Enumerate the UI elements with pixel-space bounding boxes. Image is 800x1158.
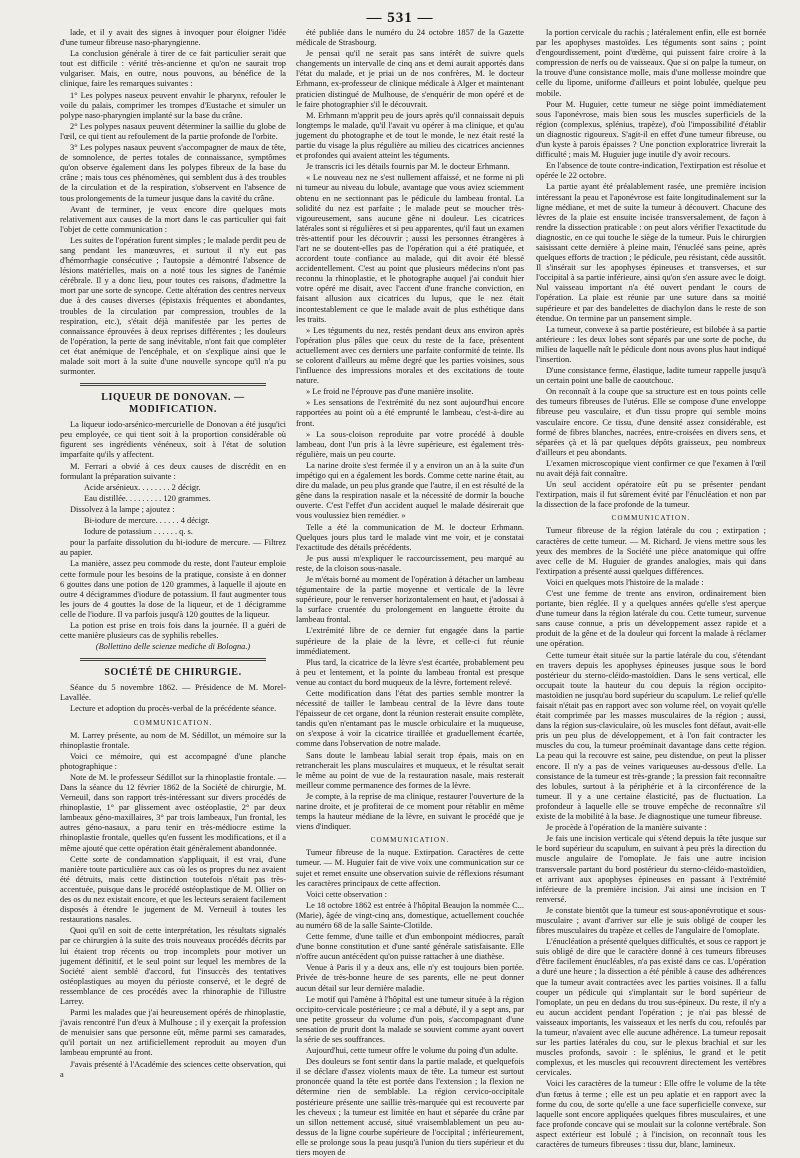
paragraph: Lecture et adoption du procès-verbal de la précédente séance. [70,704,277,714]
paragraph: La potion est prise en trois fois dans la journée. Il a guéri de cette manière plusieurs cas de syphilis rebelles. [60,620,286,641]
page-number: — 531 — [366,10,434,26]
paragraph: C'est une femme de trente ans environ, ordinairement bien portante, bien réglée. Il y a quelques années qu'elle s'est aperçue d'une tumeur dans la région latérale du cou. Cette tumeur, survenue sans cause connue, a pris un développement assez rapide et a produit de la gêne et de la douleur qui forcent la malade à réclamer une opération. [536,588,766,649]
paragraph: Cette tumeur était située sur la partie latérale du cou, s'étendant en travers depuis les apophyses épineuses jusque sous le bord postérieur du sterno-cléido-mastoïdien. Dans le sens vertical, elle occupait toute la hauteur du cou depuis la région occipito-mastoïdien ne jusqu'au bord supérieur du scapulum. Le relief qu'elle faisait n'était pas en rapport avec son volume réel, on voyait qu'elle était comprimée par les masses musculaires de la région ; aussi, dans la région sus-claviculaire, où les muscles font défaut, avait-elle pris un peu plus de développement, et à l'on fait contracter les muscles du cou, la tumeur proéminait davantage dans cette région. La peau qui la recouvre est saine, peu distendue, on peut la plisser encore. Il n'y a pas de veines variqueuses au-dessous d'elle. La consistance de la tumeur est très-grande ; la pression fait reconnaître des lobules, surtout à la périphérie et à la circonférence de la tumeur. Il y a une certaine élasticité, pas de fluctuation. La profondeur à laquelle elle se trouve empêche de reconnaître s'il existe de la mobilité à la base. Je diagnostique une tumeur fibreuse. [536,650,766,822]
column-left [60,28,286,1152]
paragraph: la portion cervicale du rachis ; latéralement enfin, elle est bornée par les apophyses mastoïdes. Les téguments sont sains ; point d'engourdissement, point d'œdème, qui puissent faire croire à la compression de nerfs ou de vaisseaux. Que si on palpe la tumeur, on la trouve d'une consistance molle, mais d'une mollesse moindre que celle du lipome, uniforme d'ailleurs et point lobulée, quelque peu mobile. [536,28,766,98]
paragraph: » Le froid ne l'éprouve pas d'une manière insolite. [306,387,474,397]
paragraph: La tumeur, convexe à sa partie postérieure, est bilobée à sa partie antérieure : les deux lobes sont séparés par une sorte de poche, du milieu de laquelle naît le pédicule dont nous avons plus haut indiqué l'insertion. [536,324,766,364]
paragraph: Voici cette observation : [306,889,388,899]
paragraph: été publiée dans le numéro du 24 octobre 1857 de la Gazette médicale de Strasbourg. [296,28,524,48]
source-citation: (Bollettino delle scienze mediche di Bologna.) [95,642,251,652]
subheading-communication: COMMUNICATION. [133,718,213,727]
formula-line: Bi-iodure de mercure. . . . . . 4 décigr. [84,516,210,526]
section-heading-liqueur: LIQUEUR DE DONOVAN. — MODIFICATION. [101,392,245,416]
paragraph: Les suites de l'opération furent simples ; le malade perdit peu de sang pendant les manœuvres, et surtout il n'y eut pas d'hémorrhagie consécutive ; l'autopsie a démontré l'absence de lésions matérielles, mais on a noté tous les signes de l'anémie cérébrale. Il y a donc lieu, pour toutes ces raisons, d'admettre la mort par une sorte de syncope. Cette altération des centres nerveux due à des causes diverses (épistaxis fréquentes et abondantes, troubles de la circulation par compression, troubles de la respiration, etc.), s'était déjà manifestée par les pertes de connaissance éprouvées à deux reprises différentes ; les douleurs de l'opération, la perte de sang inévitable, n'ont fait que compléter cet état anémique de l'encéphale, et on s'explique ainsi que le malade soit mort à la suite d'une nouvelle syncope qu'il n'a pu surmonter. [60,235,286,377]
paragraph: 2° Les polypes nasaux peuvent déterminer la saillie du globe de l'œil, ce qui tient au refoulement de la partie profonde de l'orbite. [60,121,286,141]
paragraph: Aujourd'hui, cette tumeur offre le volume du poing d'un adulte. [306,1046,518,1056]
paragraph: Telle a été la communication de M. le docteur Erhmann. Quelques jours plus tard le malade vint me voir, et je constatai l'exactitude des détails précédents. [296,522,524,552]
subheading-communication: COMMUNICATION. [611,514,691,523]
paragraph: D'une consistance ferme, élastique, ladite tumeur rappelle jusqu'à un certain point une balle de caoutchouc. [536,366,766,386]
paragraph: Avant de terminer, je veux encore dire quelques mots relativement aux causes de la mort dans le cas particulier qui fait l'objet de cette communication : [60,204,286,234]
section-divider [80,383,266,386]
formula-line: Iodure de potassium . . . . . . q. s. [84,527,193,537]
paragraph: On reconnaît à la coupe que sa structure est en tous points celle des tumeurs fibreuses de l'utérus. Elle se compose d'une enveloppe fibreuse peu vasculaire, et d'un tissu propre qui semble moins vasculaire encore. Ce tissu, d'une densité assez considérable, est formé de fibres blanches, nacrées, entre-croisées en divers sens, et séparées çà et là par quelques dépôts graisseux, peu nombreux d'ailleurs et peu abondants. [536,387,766,457]
paragraph: Le 18 octobre 1862 est entrée à l'hôpital Beaujon la nommée C... (Marie), âgée de vingt-cinq ans, domestique, actuellement couchée au numéro 68 de la salle Sainte-Clotilde. [296,900,524,930]
paragraph: » Les téguments du nez, restés pendant deux ans environ après l'opération plus pâles que ceux du reste de la face, présentent actuellement avec ces derniers une parfaite conformité de teinte. Ils se colorent d'ailleurs au même degré que les parties voisines, sous l'influence des impressions morales et des excitations de toute nature. [296,325,524,386]
paragraph: Je procède à l'opération de la manière suivante : [546,823,707,833]
paragraph: La narine droite s'est fermée il y a environ un an à la suite d'un impétigo qui en a également les bords. Comme cette narine était, au dire du malade, un peu plus grande que l'autre, il en est résulté de la gêne dans la respiration nasale et la nécessité de dormir la bouche ouverte. C'est l'effet d'un accident auquel le malade désirerait que vous voulussiez bien remédier. » [296,460,524,521]
paragraph: La manière, assez peu commode du reste, dont l'auteur emploie cette formule pour les besoins de la pratique, consiste à en donner 6 gouttes dans une potion de 120 grammes, à laquelle il ajoute en outre 4 décigrammes d'iodure de potassium. Il faut augmenter tous les jours de 4 gouttes la dose de la liqueur, et de 1 décigramme celle de l'iodure. Il va parfois jusqu'à 120 gouttes de la liqueur. [60,559,286,619]
column-right [536,28,766,1152]
paragraph: Je transcris ici les détails fournis par M. le docteur Erhmann. [306,162,510,172]
paragraph: Le motif qui l'amène à l'hôpital est une tumeur située à la région occipito-cervicale postérieure ; ce mal a débuté, il y a sept ans, par une petite grosseur du volume d'un pois, s'accompagnant d'une sensation de prurit dont la malade se souvient comme ayant ouvert la série de ses souffrances. [296,994,524,1044]
paragraph: La partie ayant été préalablement rasée, une première incision intéressant la peau et l'aponévrose est faite longitudinalement sur la ligne médiane, et met de suite la tumeur à découvert. Chacune des lèvres de la plaie est ensuite incisée transversalement, de façon à rendre la dissection praticable : on peut alors vérifier l'exactitude du diagnostic, en ce qui touche le siège de la tumeur. Puis le chirurgien saisissant cette dernière à pleine main, l'énucléé sans peine, après quelques efforts de traction ; le pédicule, peu résistant, cède aussitôt. Il s'insérait sur les apophyses épineuses et transverses, et sur l'occipital à sa partie inférieure, ainsi qu'on s'en assure avec le doigt. Nul vaisseau important n'a été ouvert pendant le cours de l'opération. La plaie est réunie par une suture dans sa moitié supérieure et par des bandelettes de diachylon dans le reste de son étendue. On termine par un pansement simple. [536,182,766,323]
subheading-communication: COMMUNICATION. [370,836,450,845]
paragraph: Cette sorte de condamnation s'appliquait, il est vrai, d'une manière toute particulière aux cas où les os propres du nez avaient été détruits, mais cette distinction toutefois n'était pas très-accentuée, puisque dans le procédé ostéoplastique de M. Ollier on des os du nez existait encore, et que les lecteurs seraient facilement disposés à étendre le jugement de M. Verneuil à toutes les restaurations nasales. [60,854,286,925]
paragraph: L'énucléation a présenté quelques difficultés, et sous ce rapport je suis obligé de dire que le caractère donné à ces tumeurs fibreuses d'être facilement énucléables, n'a pas existé dans ce cas. L'opération a duré une heure ; la dissection a été pénible à cause des adhérences que la tumeur avait contractées avec les parties voisines. Il a fallu couper un pédicule qui s'implantait sur le bord supérieur de l'omoplate, un peu en dedans du trou sus-épineux. Du reste, il n'y a eu aucun accident pendant l'opération ; je n'ai pas blessé de vaisseaux importants, les vaisseaux et les nerfs du cou, refoulés par la tumeur, n'avaient avec elle aucune adhérence. La tumeur reposait sur les parties latérales du cou, sur le plexus brachial et sur les muscles profonds, savoir : le splénius, le grand et le petit complexus, et les muscles qui recouvrent directement les vertèbres cervicales. [536,937,766,1078]
paragraph: » La sous-cloison reproduite par votre procédé à double lambeau, dont l'un pris à la lèvre supérieure, est également très-régulière, mais un peu courte. [296,429,524,459]
paragraph: La liqueur iodo-arsénico-mercurielle de Donovan a été jusqu'ici peu employée, ce qui tient soit à la proportion considérable où figurent ses ingrédients vénéneux, soit à l'état de solution imparfaite qu'ils y affectent. [60,420,286,460]
paragraph: M. Ferrari a obvié à ces deux causes de discrédit en en formulant la préparation suivante : [60,461,286,481]
formula-line: Dissolvez à la lampe ; ajoutez : [70,504,175,514]
paragraph: Je pensai qu'il ne serait pas sans intérêt de suivre quels changements un intervalle de cinq ans et demi aurait apportés dans l'état du malade, et je priai un de nos confrères, M. le docteur Erhmann, ex-professeur de clinique médicale à Alger et maintenant praticien distingué de Mulhouse, de s'enquérir de mon opéré et de le faire photographier s'il le découvrait. [296,49,524,109]
section-divider [80,658,266,661]
paragraph: M. Erhmann m'apprit peu de jours après qu'il connaissait depuis longtemps le malade, qu'il l'avait vu opérer à ma clinique, et qu'au jugement du photographe et de tout le monde, le nez était resté la partie du visage la plus régulière au milieu des cicatrices anciennes et profondes qui avaient atteint les téguments. [296,110,524,161]
paragraph: Voici les caractères de la tumeur : Elle offre le volume de la tête d'un fœtus à terme ; elle est un peu aplatie et en rapport avec la forme du cou, de sorte qu'elle a une face superficielle convexe, sur laquelle sont encore appliquées quelques fibres musculaires, et une face profonde concave qui se moulait sur la colonne vertébrale. Son aspect extérieur est lobulé ; à l'incision, on reconnaît tous les caractères de tumeurs fibreuses : tissu dur, blanc, lamineux. [536,1079,766,1150]
paragraph: Voici ce mémoire, qui est accompagné d'une planche photographique : [60,751,286,771]
paragraph: En l'absence de toute contre-indication, l'extirpation est résolue et opérée le 22 octobre. [536,161,766,181]
paragraph: Parmi les malades que j'ai heureusement opérés de rhinoplastie, j'avais rencontré l'un d'eux à Mulhouse ; il y exerçait la profession de menuisier sans que personne eût, même parmi ses camarades, qu'il portait un nez artificiellement reproduit au moyen d'un lambeau emprunté au front. [60,1008,286,1058]
paragraph: Note de M. le professeur Sédillot sur la rhinoplastie frontale. — Dans la séance du 12 février 1862 de la Société de chirurgie, M. Verneuil, dans son rapport très-intéressant sur divers procédés de rhinoplastie, 1° par glissement avec ostéoplastie, 2° par deux lambeaux géno-maxillaires, 3° par trois lambeaux, l'un frontal, les autres géno-nasaux, a paru tenir en très-médiocre estime la rhinoplastie frontale, quelles qu'en fussent les modifications, et il a même ajouté que cette opération était généralement abandonnée. [60,772,286,853]
paragraph: Voici en quelques mots l'histoire de la malade : [546,577,704,587]
paragraph: Pour M. Huguier, cette tumeur ne siège point immédiatement sous l'aponévrose, mais bien sous les muscles superficiels de la région (complexus, splénius, trapèze), d'où l'impossibilité d'établir un diagnostic rigoureux. S'agit-il en effet d'une tumeur fibreuse, ou d'un kyste à parois épaisses ? Une ponction exploratrice livrerait la difficulté ; mais M. Huguier juge inutile d'y avoir recours. [536,99,766,160]
paragraph: Je fais une incision verticale qui s'étend depuis la tête jusque sur le bord supérieur du scapulum, en suivant à peu près la direction du muscle angulaire de l'omoplate. Je fais une autre incision transversale partant du bord postérieur du sterno-cléido-mastoïdien, et arrivant aux apophyses épineuses en passant à l'extrémité inférieure de la première incision. J'ai ainsi une incision en T renversé. [536,834,766,904]
paragraph: Tumeur fibreuse de la nuque. Extirpation. Caractères de cette tumeur. — M. Huguier fait de vive voix une communication sur ce sujet et remet ensuite une observation suivie de réflexions résumant les caractères principaux de cette affection. [296,848,524,888]
formula-line: Eau distillée. . . . . . . . . 120 grammes. [84,493,211,503]
paragraph: Tumeur fibreuse de la région latérale du cou ; extirpation ; caractères de cette tumeur. — M. Richard. Je viens mettre sous les yeux des membres de la Société une pièce anatomique qui offre avec celle de M. Huguier de grandes analogies, mais qui dans l'extirpation a présenté aussi quelques différences. [536,526,766,576]
paragraph: Des douleurs se font sentir dans la partie malade, et quelquefois il se déclare d'assez violents maux de tête. La tumeur est surtout prononcée quand la tête est portée dans l'extension ; la flexion ne détermine rien de semblable. La région cervico-occipitale postérieure présente une saillie très-marquée qui est recouverte par les cheveux ; la tumeur est limitée en haut et séparée du crâne par un sillon nettement accusé, situé vraisemblablement un peu au-dessus de la ligne courbe supérieure de l'occipital ; inférieurement, elle se prolonge sous la peau jusqu'à l'union du tiers supérieur et du tiers moyen de [296,1057,524,1158]
paragraph: 1° Les polypes naseux peuvent envahir le pharynx, refouler le voile du palais, comprimer les trompes d'Eustache et simuler un polype naso-pharyngien implanté sur la base du crâne. [60,90,286,120]
paragraph: Je compte, à la reprise de ma clinique, restaurer l'ouverture de la narine droite, et je profiterai de ce moment pour rétablir en même temps la hauteur médiane de la lèvre, en suivant le procédé que je viens d'indiquer. [296,791,524,832]
paragraph: M. Larrey présente, au nom de M. Sédillot, un mémoire sur la rhinoplastie frontale. [60,730,286,750]
paragraph: pour la parfaite dissolution du bi-iodure de mercure. — Filtrez au papier. [60,538,286,558]
paragraph: Je constate bientôt que la tumeur est sous-aponévrotique et sous-musculaire ; avant d'arriver sur elle je suis obligé de couper les fibres musculaires du trapèze et celles de l'angulaire de l'omoplate. [536,905,766,936]
paragraph: J'avais présenté à l'Académie des sciences cette observation, qui a [60,1059,286,1079]
paragraph: Je pus aussi m'expliquer le raccourcissement, peu marqué au reste, de la cloison sous-nasale. [296,553,524,573]
column-middle [296,28,524,1158]
paragraph: Je m'étais borné au moment de l'opération à détacher un lambeau tégumentaire de la partie moyenne et verticale de la lèvre supérieure, pour le renverser horizontalement en haut, et j'adossai à la surface cruentée du prolongement en languette étroite du lambeau frontal. [296,574,524,625]
paragraph: Plus tard, la cicatrice de la lèvre s'est écartée, probablement peu à peu et lentement, et la pointe du lambeau frontal est presque venue au contact du bord muqueux de la lèvre, fortement relevé. [296,657,524,687]
paragraph: Séance du 5 novembre 1862. — Présidence de M. Morel-Lavallée. [60,683,286,703]
paragraph: 3° Les polypes nasaux peuvent s'accompagner de maux de tête, de somnolence, de pertes totales de connaissance, symptômes qu'on observe également dans les polypes fibreux de la base du crâne ; mais tous ces phénomènes, qui semblent dus à des troubles de la circulation et de la respiration, s'observent en l'absence de tous prolongements de la tumeur jusque dans la cavité du crâne. [60,143,286,203]
paragraph: » Les sensations de l'extrémité du nez sont aujourd'hui encore rapportées au point où a été emprunté le lambeau, c'est-à-dire au front. [296,398,524,428]
paragraph: Quoi qu'il en soit de cette interprétation, les résultats signalés par ce chirurgien à la suite des trois nouveaux procédés décrits par lui étaient trop récents ou trop incomplets pour motiver un jugement définitif, et le seul point sur lequel les membres de la Société aient semblé d'accord, fut l'insuccès des tentatives ostéoplastiques au moyen du périoste conservé, et le degré de ressemblance de ces procédés avec la rhinoraphie de l'illustre Larrey. [60,926,286,1006]
section-heading-societe: SOCIÉTÉ DE CHIRURGIE. [104,667,242,679]
paragraph: « Le nouveau nez ne s'est nullement affaissé, et ne forme ni pli ni tumeur au niveau du lobule, avantage que vous aviez sciemment obtenu en ne sectionnant pas le pédicule du lambeau frontal. La solidité du nez est parfaite ; le malade peut se moucher très-vigoureusement, sans aucune gêne ni douleur. Les cicatrices latérales sont si régulières et si peu apparentes, qu'il faut un examen très-attentif pour les découvrir ; aussi les personnes étrangères à l'art ne se doutent-elles pas de l'opération qui a été pratiquée, et accordent toute confiance au malade, qui dit avoir été blessé accidentellement. C'est au point que plusieurs médecins n'ont pas reconnu la rhinoplastie, et le photographe auquel j'ai conduit hier votre opéré me disait, avec l'accent d'une franche conviction, en faisant allusion aux cicatrices du lupus, que le nez était incontestablement ce que le malade avait de plus esthétique dans les traits. [296,173,524,324]
paragraph: Venue à Paris il y a deux ans, elle n'y est toujours bien portée. Privée de très-bonne heure de ses parents, elle ne peut donner aucun détail sur leur dernière maladie. [296,963,524,993]
paragraph: Cette modification dans l'état des parties semble montrer la nécessité de tailler le lambeau central de la lèvre dans toute l'épaisseur de cet organe, dont la réunion resterait ensuite complète, tandis qu'en n'entamant pas le muscle orbiculaire et la muqueuse, on s'expose à voir la cicatrice tiraillée et graduellement écartée, comme dans l'observation de notre malade. [296,689,524,749]
paragraph: La conclusion générale à tirer de ce fait particulier serait que tout est difficile : vérité très-ancienne et qu'on ne saurait trop vulgariser. Mais, en outre, nous pouvons, au bénéfice de la clinique, faire les remarques suivantes : [60,49,286,89]
paragraph: L'extrémité libre de ce dernier fut engagée dans la partie supérieure de la plaie de la lèvre, et celle-ci fut réunie immédiatement. [296,626,524,656]
paragraph: Cette femme, d'une taille et d'un embonpoint médiocres, paraît d'une bonne constitution et d'une santé générale satisfaisante. Elle n'offre aucun antécédent qu'on puisse rattacher à une diathèse. [296,932,524,962]
paragraph: Sans doute le lambeau labial serait trop épais, mais on en retrancherait les plans musculaires et muqueux, et le résultat serait le même au point de vue de la restauration nasale, mais resterait meilleur comme permanence des formes de la lèvre. [296,750,524,790]
paragraph: L'examen microscopique vient confirmer ce que l'examen à l'œil nu avait déjà fait connaître. [536,458,766,479]
paragraph: lade, et il y avait des signes à invoquer pour éloigner l'idée d'une tumeur fibreuse naso-pharyngienne. [60,28,286,48]
formula-line: Acide arsénieux. . . . . . . . 2 décigr. [84,482,201,492]
paragraph: Un seul accident opératoire eût pu se présenter pendant l'extirpation, mais il fut sûrement évité par l'énucléation et non par la dissection de la face profonde de la tumeur. [536,480,766,510]
